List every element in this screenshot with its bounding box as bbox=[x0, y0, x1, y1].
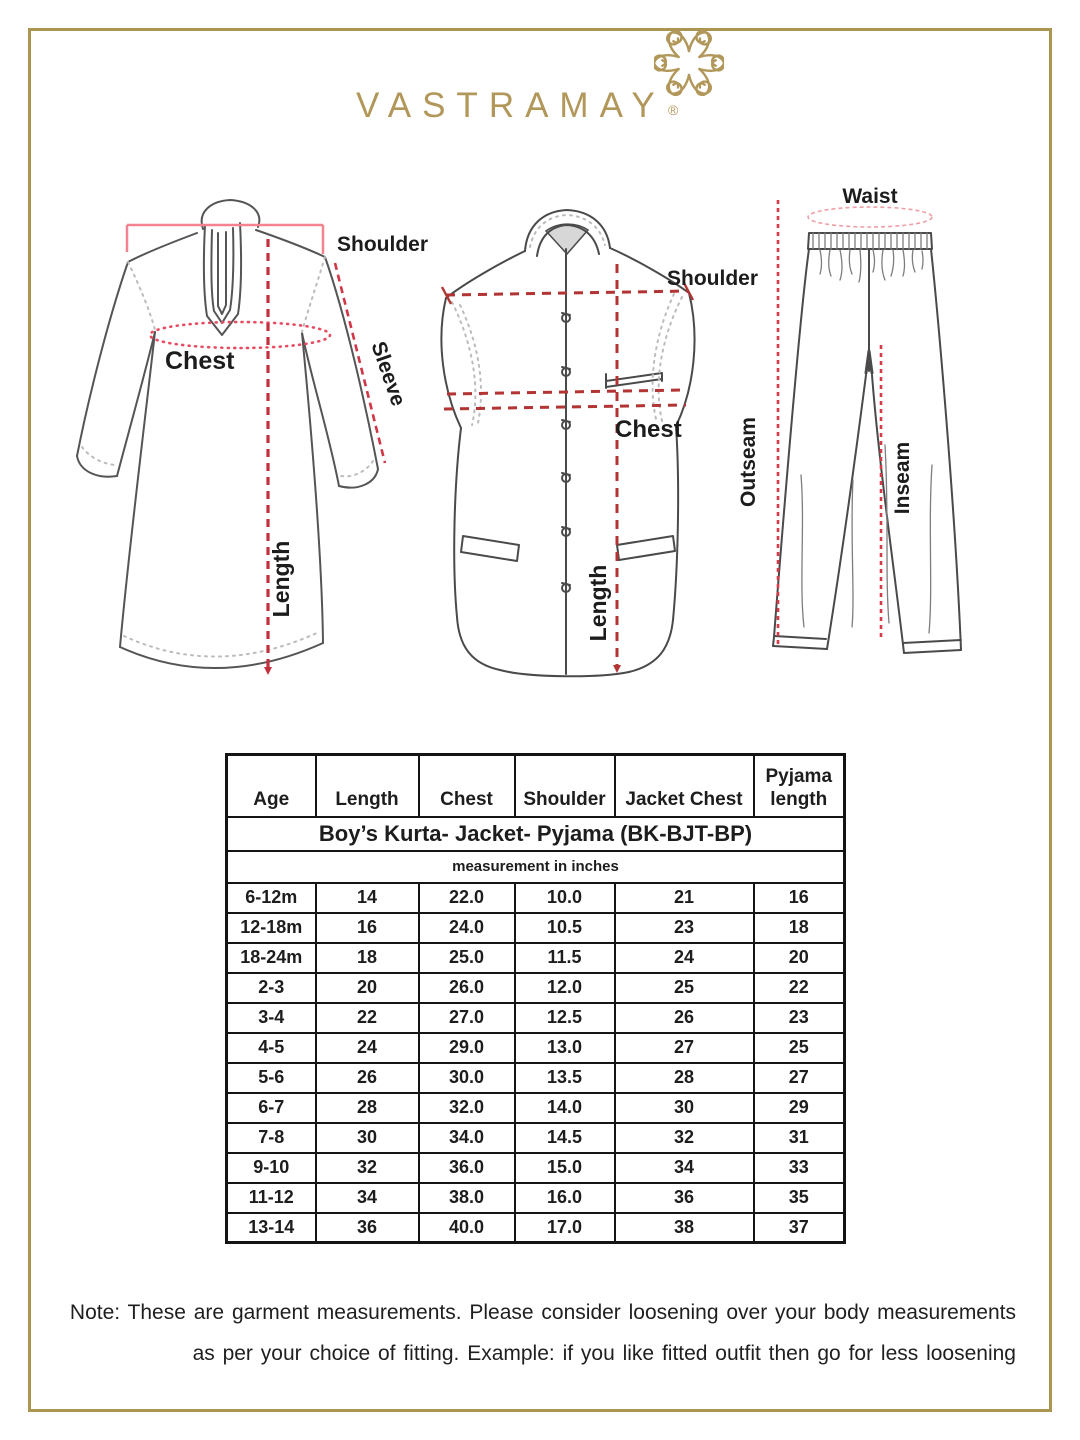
pyjama-inseam-label: Inseam bbox=[891, 441, 914, 515]
size-cell: 18-24m bbox=[227, 943, 316, 973]
size-cell: 24 bbox=[615, 943, 754, 973]
pyjama-outseam-label: Outseam bbox=[737, 417, 760, 507]
size-cell: 28 bbox=[316, 1093, 419, 1123]
kurta-length-label: Length bbox=[268, 540, 294, 618]
size-cell: 28 bbox=[615, 1063, 754, 1093]
size-cell: 36 bbox=[615, 1183, 754, 1213]
kurta-diagram bbox=[60, 175, 440, 735]
size-cell: 25 bbox=[615, 973, 754, 1003]
size-cell: 16 bbox=[316, 913, 419, 943]
size-cell: 27 bbox=[615, 1033, 754, 1063]
size-cell: 18 bbox=[316, 943, 419, 973]
size-cell: 26.0 bbox=[419, 973, 515, 1003]
size-row bbox=[227, 1033, 845, 1063]
size-cell: 24.0 bbox=[419, 913, 515, 943]
size-cell: 38 bbox=[615, 1213, 754, 1243]
size-row bbox=[227, 913, 845, 943]
column-header: Length bbox=[316, 755, 419, 817]
size-row bbox=[227, 1183, 845, 1213]
size-cell: 10.5 bbox=[515, 913, 615, 943]
measurement-note bbox=[56, 1292, 1016, 1374]
size-row bbox=[227, 883, 845, 913]
size-row bbox=[227, 1213, 845, 1243]
size-table bbox=[225, 753, 846, 1244]
size-cell: 15.0 bbox=[515, 1153, 615, 1183]
size-cell: 13.5 bbox=[515, 1063, 615, 1093]
size-cell: 12.5 bbox=[515, 1003, 615, 1033]
size-cell: 5-6 bbox=[227, 1063, 316, 1093]
size-cell: 22.0 bbox=[419, 883, 515, 913]
size-table-subtitle: measurement in inches bbox=[227, 851, 845, 883]
size-cell: 10.0 bbox=[515, 883, 615, 913]
size-cell: 27.0 bbox=[419, 1003, 515, 1033]
column-header: Shoulder bbox=[515, 755, 615, 817]
size-row bbox=[227, 1123, 845, 1153]
size-cell: 14.0 bbox=[515, 1093, 615, 1123]
column-header: Age bbox=[227, 755, 316, 817]
size-cell: 30 bbox=[615, 1093, 754, 1123]
size-cell: 16.0 bbox=[515, 1183, 615, 1213]
size-cell: 33 bbox=[754, 1153, 845, 1183]
pyjama-waist-label: Waist bbox=[842, 185, 898, 208]
column-header: Pyjama length bbox=[754, 755, 845, 817]
size-cell: 25.0 bbox=[419, 943, 515, 973]
size-cell: 25 bbox=[754, 1033, 845, 1063]
size-cell: 23 bbox=[615, 913, 754, 943]
registered-trademark-symbol: ® bbox=[668, 102, 679, 118]
size-row bbox=[227, 973, 845, 1003]
size-cell: 6-12m bbox=[227, 883, 316, 913]
size-cell: 21 bbox=[615, 883, 754, 913]
size-cell: 32 bbox=[615, 1123, 754, 1153]
size-cell: 4-5 bbox=[227, 1033, 316, 1063]
size-cell: 36 bbox=[316, 1213, 419, 1243]
size-cell: 2-3 bbox=[227, 973, 316, 1003]
size-cell: 20 bbox=[316, 973, 419, 1003]
size-cell: 32.0 bbox=[419, 1093, 515, 1123]
size-cell: 30 bbox=[316, 1123, 419, 1153]
kurta-shoulder-label: Shoulder bbox=[337, 233, 429, 256]
size-cell: 23 bbox=[754, 1003, 845, 1033]
size-cell: 6-7 bbox=[227, 1093, 316, 1123]
brand-logo-text: VASTRAMAY bbox=[356, 86, 666, 125]
size-cell: 22 bbox=[754, 973, 845, 1003]
kurta-sleeve-label: Sleeve bbox=[366, 338, 410, 410]
size-cell: 36.0 bbox=[419, 1153, 515, 1183]
size-cell: 34 bbox=[316, 1183, 419, 1213]
note-line-1: Note: These are garment measurements. Please consider loosening over your body measurements bbox=[69, 1301, 1016, 1324]
size-table-title-row bbox=[227, 817, 845, 851]
size-cell: 38.0 bbox=[419, 1183, 515, 1213]
column-header: Jacket Chest bbox=[615, 755, 754, 817]
size-cell: 12.0 bbox=[515, 973, 615, 1003]
size-cell: 40.0 bbox=[419, 1213, 515, 1243]
size-cell: 29 bbox=[754, 1093, 845, 1123]
size-row bbox=[227, 1093, 845, 1123]
size-cell: 26 bbox=[316, 1063, 419, 1093]
size-cell: 24 bbox=[316, 1033, 419, 1063]
size-cell: 32 bbox=[316, 1153, 419, 1183]
size-table-title: Boy’s Kurta- Jacket- Pyjama (BK-BJT-BP) bbox=[227, 817, 845, 851]
size-cell: 34.0 bbox=[419, 1123, 515, 1153]
size-row bbox=[227, 1063, 845, 1093]
size-cell: 37 bbox=[754, 1213, 845, 1243]
size-cell: 20 bbox=[754, 943, 845, 973]
brand-emblem-icon bbox=[654, 28, 724, 98]
size-cell: 12-18m bbox=[227, 913, 316, 943]
size-cell: 13-14 bbox=[227, 1213, 316, 1243]
size-cell: 34 bbox=[615, 1153, 754, 1183]
kurta-chest-label: Chest bbox=[165, 347, 235, 375]
note-line-2: as per your choice of fitting. Example: if you like fitted outfit then go for less loosening bbox=[192, 1342, 1016, 1365]
size-cell: 7-8 bbox=[227, 1123, 316, 1153]
jacket-length-label: Length bbox=[585, 564, 611, 642]
size-cell: 13.0 bbox=[515, 1033, 615, 1063]
size-cell: 16 bbox=[754, 883, 845, 913]
size-cell: 26 bbox=[615, 1003, 754, 1033]
jacket-shoulder-label: Shoulder bbox=[667, 267, 759, 290]
pyjama-diagram bbox=[725, 175, 1055, 735]
column-header: Chest bbox=[419, 755, 515, 817]
size-cell: 35 bbox=[754, 1183, 845, 1213]
size-cell: 3-4 bbox=[227, 1003, 316, 1033]
size-cell: 9-10 bbox=[227, 1153, 316, 1183]
size-cell: 31 bbox=[754, 1123, 845, 1153]
size-cell: 18 bbox=[754, 913, 845, 943]
size-cell: 30.0 bbox=[419, 1063, 515, 1093]
size-table-subtitle-row bbox=[227, 851, 845, 883]
size-cell: 29.0 bbox=[419, 1033, 515, 1063]
size-row bbox=[227, 1153, 845, 1183]
size-row bbox=[227, 1003, 845, 1033]
size-table-header-row bbox=[227, 755, 845, 817]
size-cell: 11.5 bbox=[515, 943, 615, 973]
size-cell: 14 bbox=[316, 883, 419, 913]
size-cell: 22 bbox=[316, 1003, 419, 1033]
jacket-chest-label: Chest bbox=[615, 416, 682, 443]
size-cell: 11-12 bbox=[227, 1183, 316, 1213]
size-cell: 14.5 bbox=[515, 1123, 615, 1153]
size-row bbox=[227, 943, 845, 973]
size-cell: 17.0 bbox=[515, 1213, 615, 1243]
size-cell: 27 bbox=[754, 1063, 845, 1093]
